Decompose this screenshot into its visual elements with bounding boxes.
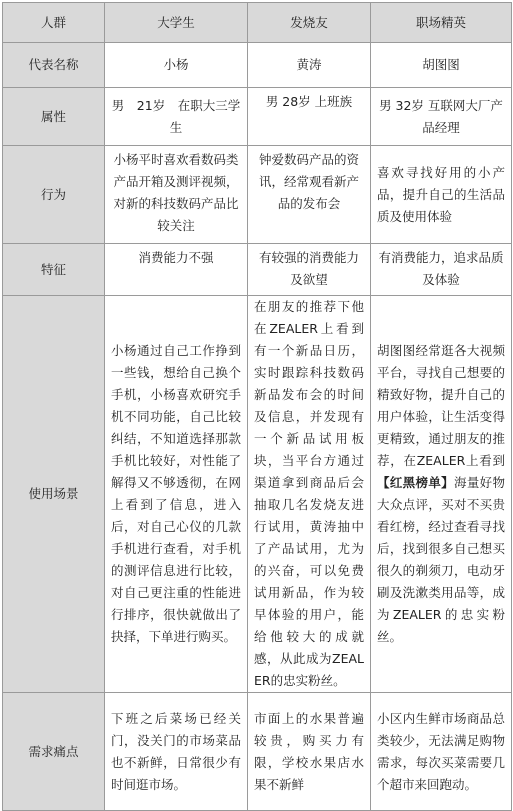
cell-behavior-c3: 喜欢寻找好用的小产品，提升自己的生活品质及使用体验 [371, 146, 512, 244]
table-row [3, 296, 512, 693]
cell-scene-c1: 小杨通过自己工作挣到一些钱，想给自己换个手机，小杨喜欢研究手机不同功能，自己比较纠结，不知道选择那款手机比较好，对性能了解得又不够透彻，在网上看到了信息，进入后，对自己心仪的几款手机进行查看，对手机的测评信息进行比较，对自己更注重的性能进行排序，很快就做出了抉择，下单进行购买。 [105, 296, 248, 693]
scene-c3-text-c: 海量好物大众点评，买对不买贵看红榜，经过查看寻找后，找到很多自己想买很久的剃须刀，电动牙刷及洗漱类用品等，成为ZEALER的忠实粉丝。 [377, 475, 505, 644]
row-label-behavior: 行为 [3, 146, 105, 244]
cell-trait-c2: 有较强的消费能力及欲望 [248, 244, 371, 296]
header-college-student: 大学生 [105, 3, 248, 43]
row-label-attr: 属性 [3, 88, 105, 146]
header-crowd: 人群 [3, 3, 105, 43]
cell-name-c2: 黄涛 [248, 43, 371, 88]
cell-attr-c1: 男 21岁 在职大三学生 [105, 88, 248, 146]
cell-scene-c2: 在朋友的推荐下他在ZEALER上看到有一个新品日历，实时跟踪科技数码新品发布会的时间及信息，并发现有一个新品试用板块，当平台方通过渠道拿到商品后会抽取几名发烧友进行试用，黄涛抽中了产品试用，尤为的兴奋，可以免费试用新品，作为较早体验的用户，能给他较大的成就感，从此成为ZEALER的忠实粉丝。 [248, 296, 371, 693]
table-row [3, 244, 512, 296]
header-enthusiast: 发烧友 [248, 3, 371, 43]
cell-attr-c3: 男 32岁 互联网大厂产品经理 [371, 88, 512, 146]
table-row [3, 146, 512, 244]
cell-trait-c1: 消费能力不强 [105, 244, 248, 296]
row-label-scene: 使用场景 [3, 296, 105, 693]
table-row [3, 693, 512, 811]
cell-pain-c1: 下班之后菜场已经关门，没关门的市场菜品也不新鲜，日常很少有时间逛市场。 [105, 693, 248, 811]
table-row [3, 43, 512, 88]
row-label-trait: 特征 [3, 244, 105, 296]
table-row [3, 88, 512, 146]
cell-name-c3: 胡图图 [371, 43, 512, 88]
header-row [3, 3, 512, 43]
red-black-list-label: 【红黑榜单】 [377, 475, 454, 490]
cell-behavior-c1: 小杨平时喜欢看数码类产品开箱及测评视频，对新的科技数码产品比较关注 [105, 146, 248, 244]
cell-attr-c2: 男 28岁 上班族 [248, 88, 371, 146]
header-professional: 职场精英 [371, 3, 512, 43]
cell-name-c1: 小杨 [105, 43, 248, 88]
persona-table [2, 2, 512, 811]
cell-pain-c2: 市面上的水果普遍较贵，购买力有限，学校水果店水果不新鲜 [248, 693, 371, 811]
cell-scene-c3 [371, 296, 512, 693]
row-label-name: 代表名称 [3, 43, 105, 88]
cell-behavior-c2: 钟爱数码产品的资讯，经常观看新产品的发布会 [248, 146, 371, 244]
cell-pain-c3: 小区内生鲜市场商品总类较少，无法满足购物需求，每次买菜需要几个超市来回跑动。 [371, 693, 512, 811]
scene-c3-text-a: 胡图图经常逛各大视频平台，寻找自己想要的精致好物，提升自己的用户体验，让生活变得更精致，通过朋友的推荐，在ZEALER上看到 [377, 343, 505, 468]
row-label-pain: 需求痛点 [3, 693, 105, 811]
cell-trait-c3: 有消费能力，追求品质及体验 [371, 244, 512, 296]
